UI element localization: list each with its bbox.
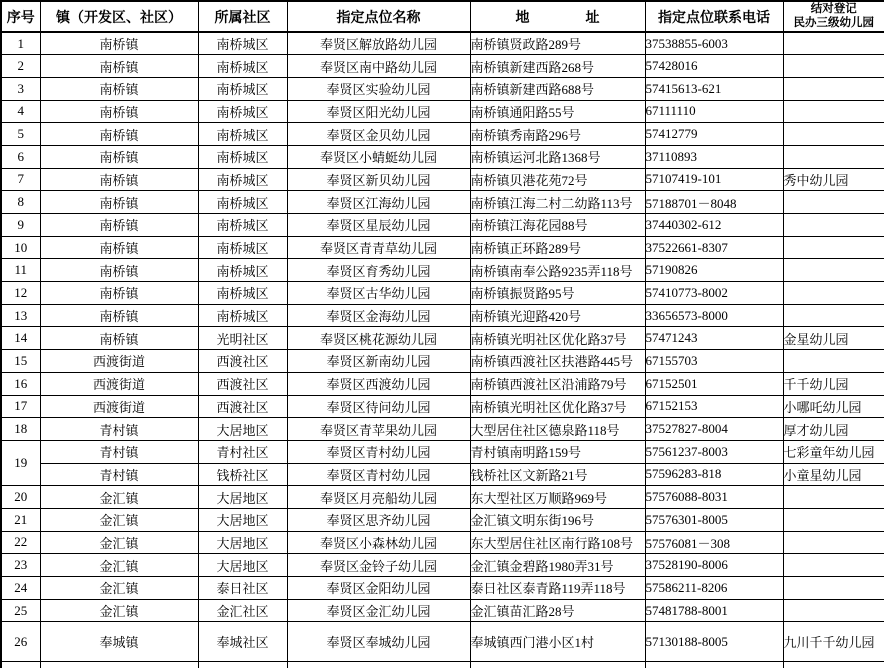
table-row <box>1 259 884 282</box>
header-pairing-line2: 民办三级幼儿园 <box>793 16 874 29</box>
address-cell: 东大型居住社区南行路108号 <box>470 531 645 554</box>
phone-cell: 57412779 <box>645 123 783 146</box>
town-cell: 南桥镇 <box>40 236 198 259</box>
town-cell: 南桥镇 <box>40 77 198 100</box>
table-row <box>1 372 884 395</box>
site-name-cell: 奉贤区待问幼儿园 <box>287 395 470 418</box>
town-cell: 西渡街道 <box>40 350 198 373</box>
site-name-cell <box>287 662 470 668</box>
header-pairing <box>783 1 884 32</box>
address-cell: 南桥镇新建西路268号 <box>470 55 645 78</box>
row-number-cell: 2 <box>1 55 40 78</box>
address-cell: 钱桥社区文新路21号 <box>470 463 645 486</box>
site-name-cell: 奉贤区金贝幼儿园 <box>287 123 470 146</box>
table-row <box>1 191 884 214</box>
table-row <box>1 508 884 531</box>
community-cell: 奉城社区 <box>198 622 287 662</box>
table-row <box>1 304 884 327</box>
pairing-cell <box>783 508 884 531</box>
phone-cell: 67152501 <box>645 372 783 395</box>
town-cell: 青村镇 <box>40 463 198 486</box>
phone-cell: 37527827-8004 <box>645 418 783 441</box>
community-cell: 南桥城区 <box>198 282 287 305</box>
site-name-cell: 奉贤区青村幼儿园 <box>287 440 470 463</box>
address-cell: 南桥镇西渡社区沿浦路79号 <box>470 372 645 395</box>
address-cell: 南桥镇秀南路296号 <box>470 123 645 146</box>
phone-cell: 67111110 <box>645 100 783 123</box>
table-row <box>1 32 884 55</box>
phone-cell: 57576088-8031 <box>645 486 783 509</box>
address-cell: 金汇镇文明东街196号 <box>470 508 645 531</box>
address-cell: 南桥镇运河北路1368号 <box>470 145 645 168</box>
row-number-cell: 9 <box>1 214 40 237</box>
town-cell: 金汇镇 <box>40 508 198 531</box>
pairing-cell <box>783 531 884 554</box>
community-cell <box>198 662 287 668</box>
row-number-cell <box>1 662 40 668</box>
town-cell: 青村镇 <box>40 418 198 441</box>
site-name-cell: 奉贤区金阳幼儿园 <box>287 577 470 600</box>
site-name-cell: 奉贤区小蜻蜓幼儿园 <box>287 145 470 168</box>
address-cell: 南桥镇新建西路688号 <box>470 77 645 100</box>
community-cell: 南桥城区 <box>198 100 287 123</box>
table-row <box>1 577 884 600</box>
table-row <box>1 100 884 123</box>
address-cell: 南桥镇贝港花苑72号 <box>470 168 645 191</box>
town-cell: 金汇镇 <box>40 577 198 600</box>
community-cell: 青村社区 <box>198 440 287 463</box>
site-name-cell: 奉贤区新贝幼儿园 <box>287 168 470 191</box>
community-cell: 金汇社区 <box>198 599 287 622</box>
pairing-cell <box>783 662 884 668</box>
site-name-cell: 奉贤区桃花源幼儿园 <box>287 327 470 350</box>
pairing-cell <box>783 32 884 55</box>
row-number-cell: 21 <box>1 508 40 531</box>
address-cell: 南桥镇正环路289号 <box>470 236 645 259</box>
pairing-cell: 厚才幼儿园 <box>783 418 884 441</box>
town-cell: 南桥镇 <box>40 191 198 214</box>
table-row <box>1 55 884 78</box>
community-cell: 南桥城区 <box>198 304 287 327</box>
row-number-cell: 23 <box>1 554 40 577</box>
row-number-cell: 24 <box>1 577 40 600</box>
row-number-cell: 25 <box>1 599 40 622</box>
table-row <box>1 463 884 486</box>
site-name-cell: 奉贤区月亮船幼儿园 <box>287 486 470 509</box>
site-name-cell: 奉贤区古华幼儿园 <box>287 282 470 305</box>
town-cell: 南桥镇 <box>40 282 198 305</box>
pairing-cell <box>783 123 884 146</box>
town-cell: 南桥镇 <box>40 304 198 327</box>
header-address: 地 址 <box>470 1 645 32</box>
town-cell: 西渡街道 <box>40 395 198 418</box>
phone-cell: 57596283-818 <box>645 463 783 486</box>
site-name-cell: 奉贤区星辰幼儿园 <box>287 214 470 237</box>
row-number-cell: 17 <box>1 395 40 418</box>
pairing-cell: 金星幼儿园 <box>783 327 884 350</box>
phone-cell: 57576081－308 <box>645 531 783 554</box>
town-cell: 南桥镇 <box>40 100 198 123</box>
town-cell <box>40 662 198 668</box>
row-number-cell: 10 <box>1 236 40 259</box>
phone-cell: 57130188-8005 <box>645 622 783 662</box>
phone-cell: 57188701－8048 <box>645 191 783 214</box>
row-number-cell: 11 <box>1 259 40 282</box>
phone-cell: 37528190-8006 <box>645 554 783 577</box>
site-name-cell: 奉贤区江海幼儿园 <box>287 191 470 214</box>
pairing-cell: 九川千千幼儿园 <box>783 622 884 662</box>
address-cell: 南桥镇贤政路289号 <box>470 32 645 55</box>
town-cell: 南桥镇 <box>40 259 198 282</box>
phone-cell: 57561237-8003 <box>645 440 783 463</box>
table-row <box>1 440 884 463</box>
pairing-cell <box>783 304 884 327</box>
phone-cell: 57190826 <box>645 259 783 282</box>
address-cell: 奉城镇西门港小区1村 <box>470 622 645 662</box>
row-number-cell: 3 <box>1 77 40 100</box>
community-cell: 南桥城区 <box>198 77 287 100</box>
town-cell: 南桥镇 <box>40 327 198 350</box>
address-cell: 青村镇南明路159号 <box>470 440 645 463</box>
row-number-cell: 12 <box>1 282 40 305</box>
phone-cell: 33656573-8000 <box>645 304 783 327</box>
address-cell: 南桥镇光迎路420号 <box>470 304 645 327</box>
pairing-cell <box>783 599 884 622</box>
community-cell: 大居地区 <box>198 486 287 509</box>
phone-cell: 57107419-101 <box>645 168 783 191</box>
table-row <box>1 599 884 622</box>
town-cell: 南桥镇 <box>40 55 198 78</box>
header-row <box>1 1 884 32</box>
header-site-name: 指定点位名称 <box>287 1 470 32</box>
table-row <box>1 554 884 577</box>
address-cell: 南桥镇江海二村二幼路113号 <box>470 191 645 214</box>
row-number-cell: 8 <box>1 191 40 214</box>
site-name-cell: 奉贤区金海幼儿园 <box>287 304 470 327</box>
pairing-cell <box>783 236 884 259</box>
table-row <box>1 418 884 441</box>
table-row <box>1 622 884 662</box>
town-cell: 南桥镇 <box>40 32 198 55</box>
community-cell: 南桥城区 <box>198 236 287 259</box>
town-cell: 奉城镇 <box>40 622 198 662</box>
table-row <box>1 282 884 305</box>
table-body <box>1 32 884 668</box>
community-cell: 大居地区 <box>198 418 287 441</box>
address-cell: 南桥镇光明社区优化路37号 <box>470 395 645 418</box>
header-community: 所属社区 <box>198 1 287 32</box>
pairing-cell <box>783 55 884 78</box>
site-name-cell: 奉贤区青村幼儿园 <box>287 463 470 486</box>
address-cell: 金汇镇苗汇路28号 <box>470 599 645 622</box>
town-cell: 南桥镇 <box>40 145 198 168</box>
community-cell: 西渡社区 <box>198 350 287 373</box>
pairing-cell: 千千幼儿园 <box>783 372 884 395</box>
address-cell: 南桥镇西渡社区扶港路445号 <box>470 350 645 373</box>
pairing-cell <box>783 577 884 600</box>
pairing-cell <box>783 486 884 509</box>
table-row <box>1 395 884 418</box>
phone-cell: 37538855-6003 <box>645 32 783 55</box>
row-number-cell: 22 <box>1 531 40 554</box>
header-town: 镇（开发区、社区） <box>40 1 198 32</box>
community-cell: 大居地区 <box>198 531 287 554</box>
phone-cell: 37110893 <box>645 145 783 168</box>
row-number-cell: 16 <box>1 372 40 395</box>
phone-cell: 57415613-621 <box>645 77 783 100</box>
pairing-cell <box>783 554 884 577</box>
phone-cell: 57410773-8002 <box>645 282 783 305</box>
phone-cell: 57481788-8001 <box>645 599 783 622</box>
site-name-cell: 奉贤区金汇幼儿园 <box>287 599 470 622</box>
site-name-cell: 奉贤区阳光幼儿园 <box>287 100 470 123</box>
site-name-cell: 奉贤区西渡幼儿园 <box>287 372 470 395</box>
town-cell: 金汇镇 <box>40 554 198 577</box>
town-cell: 金汇镇 <box>40 531 198 554</box>
community-cell: 南桥城区 <box>198 55 287 78</box>
address-cell: 金汇镇金碧路1980弄31号 <box>470 554 645 577</box>
row-number-cell: 7 <box>1 168 40 191</box>
header-phone: 指定点位联系电话 <box>645 1 783 32</box>
table-row <box>1 77 884 100</box>
table-row <box>1 145 884 168</box>
community-cell: 南桥城区 <box>198 123 287 146</box>
site-name-cell: 奉贤区新南幼儿园 <box>287 350 470 373</box>
table-row <box>1 531 884 554</box>
site-name-cell: 奉贤区金铃子幼儿园 <box>287 554 470 577</box>
community-cell: 光明社区 <box>198 327 287 350</box>
address-cell: 南桥镇南奉公路9235弄118号 <box>470 259 645 282</box>
community-cell: 南桥城区 <box>198 145 287 168</box>
table-row <box>1 123 884 146</box>
address-cell: 南桥镇江海花园88号 <box>470 214 645 237</box>
address-cell: 南桥镇振贤路95号 <box>470 282 645 305</box>
phone-cell <box>645 662 783 668</box>
phone-cell: 67155703 <box>645 350 783 373</box>
table-header <box>1 1 884 32</box>
header-pairing-line1: 结对登记 <box>810 2 857 15</box>
phone-cell: 37440302-612 <box>645 214 783 237</box>
pairing-cell <box>783 77 884 100</box>
table-row <box>1 486 884 509</box>
community-cell: 南桥城区 <box>198 259 287 282</box>
town-cell: 南桥镇 <box>40 214 198 237</box>
address-cell <box>470 662 645 668</box>
community-cell: 泰日社区 <box>198 577 287 600</box>
community-cell: 南桥城区 <box>198 32 287 55</box>
row-number-cell: 14 <box>1 327 40 350</box>
pairing-cell: 小哪吒幼儿园 <box>783 395 884 418</box>
header-number: 序号 <box>1 1 40 32</box>
site-name-cell: 奉贤区青青草幼儿园 <box>287 236 470 259</box>
pairing-cell <box>783 214 884 237</box>
pairing-cell: 七彩童年幼儿园 <box>783 440 884 463</box>
site-name-cell: 奉贤区奉城幼儿园 <box>287 622 470 662</box>
address-cell: 南桥镇光明社区优化路37号 <box>470 327 645 350</box>
phone-cell: 67152153 <box>645 395 783 418</box>
pairing-cell <box>783 350 884 373</box>
row-number-cell: 20 <box>1 486 40 509</box>
town-cell: 青村镇 <box>40 440 198 463</box>
site-name-cell: 奉贤区育秀幼儿园 <box>287 259 470 282</box>
town-cell: 西渡街道 <box>40 372 198 395</box>
site-name-cell: 奉贤区解放路幼儿园 <box>287 32 470 55</box>
row-number-cell: 26 <box>1 622 40 662</box>
community-cell: 南桥城区 <box>198 191 287 214</box>
phone-cell: 57471243 <box>645 327 783 350</box>
phone-cell: 57576301-8005 <box>645 508 783 531</box>
pairing-cell <box>783 259 884 282</box>
row-number-cell: 6 <box>1 145 40 168</box>
community-cell: 南桥城区 <box>198 214 287 237</box>
address-cell: 南桥镇通阳路55号 <box>470 100 645 123</box>
site-name-cell: 奉贤区实验幼儿园 <box>287 77 470 100</box>
table-row <box>1 350 884 373</box>
town-cell: 金汇镇 <box>40 599 198 622</box>
pairing-cell <box>783 145 884 168</box>
address-cell: 东大型社区万顺路969号 <box>470 486 645 509</box>
community-cell: 钱桥社区 <box>198 463 287 486</box>
pairing-cell <box>783 191 884 214</box>
site-name-cell: 奉贤区小森林幼儿园 <box>287 531 470 554</box>
community-cell: 南桥城区 <box>198 168 287 191</box>
site-name-cell: 奉贤区思齐幼儿园 <box>287 508 470 531</box>
row-number-cell: 13 <box>1 304 40 327</box>
table-row <box>1 214 884 237</box>
phone-cell: 57428016 <box>645 55 783 78</box>
table-row <box>1 168 884 191</box>
site-name-cell: 奉贤区南中路幼儿园 <box>287 55 470 78</box>
phone-cell: 37522661-8307 <box>645 236 783 259</box>
row-number-cell: 19 <box>1 440 40 485</box>
row-number-cell: 18 <box>1 418 40 441</box>
community-cell: 西渡社区 <box>198 372 287 395</box>
pairing-cell: 小童星幼儿园 <box>783 463 884 486</box>
site-name-cell: 奉贤区青苹果幼儿园 <box>287 418 470 441</box>
pairing-cell: 秀中幼儿园 <box>783 168 884 191</box>
pairing-cell <box>783 100 884 123</box>
address-cell: 泰日社区泰青路119弄118号 <box>470 577 645 600</box>
row-number-cell: 5 <box>1 123 40 146</box>
row-number-cell: 1 <box>1 32 40 55</box>
community-cell: 大居地区 <box>198 554 287 577</box>
address-cell: 大型居住社区德泉路118号 <box>470 418 645 441</box>
community-cell: 大居地区 <box>198 508 287 531</box>
town-cell: 金汇镇 <box>40 486 198 509</box>
partial-row <box>1 662 884 668</box>
town-cell: 南桥镇 <box>40 168 198 191</box>
pairing-cell <box>783 282 884 305</box>
town-cell: 南桥镇 <box>40 123 198 146</box>
phone-cell: 57586211-8206 <box>645 577 783 600</box>
row-number-cell: 4 <box>1 100 40 123</box>
row-number-cell: 15 <box>1 350 40 373</box>
community-cell: 西渡社区 <box>198 395 287 418</box>
table-row <box>1 236 884 259</box>
table-row <box>1 327 884 350</box>
